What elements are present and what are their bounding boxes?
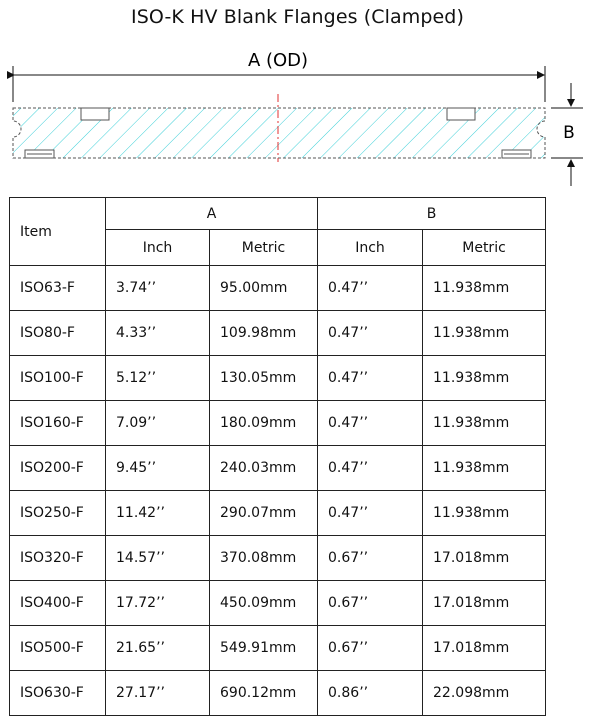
dimensions-table — [9, 197, 546, 716]
b-inch-cell: 0.47’’ — [318, 266, 423, 311]
a-metric-cell: 370.08mm — [210, 536, 318, 581]
item-cell: ISO320-F — [10, 536, 106, 581]
b-inch-cell: 0.47’’ — [318, 311, 423, 356]
a-inch-header: Inch — [106, 230, 210, 266]
a-metric-cell: 450.09mm — [210, 581, 318, 626]
item-header: Item — [10, 198, 106, 266]
b-inch-cell: 0.67’’ — [318, 581, 423, 626]
b-metric-cell: 11.938mm — [423, 491, 546, 536]
b-inch-cell: 0.47’’ — [318, 491, 423, 536]
b-metric-cell: 11.938mm — [423, 311, 546, 356]
a-metric-cell: 549.91mm — [210, 626, 318, 671]
table-body — [10, 266, 546, 716]
b-metric-cell: 11.938mm — [423, 446, 546, 491]
group-a-header: A — [106, 198, 318, 230]
b-metric-cell: 17.018mm — [423, 536, 546, 581]
table-row — [10, 311, 546, 356]
b-metric-cell: 22.098mm — [423, 671, 546, 716]
b-inch-cell: 0.67’’ — [318, 626, 423, 671]
a-inch-cell: 11.42’’ — [106, 491, 210, 536]
a-metric-cell: 95.00mm — [210, 266, 318, 311]
page-title: ISO-K HV Blank Flanges (Clamped) — [131, 6, 464, 28]
a-inch-cell: 9.45’’ — [106, 446, 210, 491]
a-inch-cell: 17.72’’ — [106, 581, 210, 626]
b-inch-cell: 0.47’’ — [318, 446, 423, 491]
b-inch-cell: 0.47’’ — [318, 356, 423, 401]
b-metric-header: Metric — [423, 230, 546, 266]
a-inch-cell: 21.65’’ — [106, 626, 210, 671]
item-cell: ISO630-F — [10, 671, 106, 716]
group-b-header: B — [318, 198, 546, 230]
b-metric-cell: 17.018mm — [423, 626, 546, 671]
dim-a-label: A (OD) — [247, 50, 309, 71]
a-inch-cell: 7.09’’ — [106, 401, 210, 446]
a-inch-cell: 3.74’’ — [106, 266, 210, 311]
b-inch-cell: 0.67’’ — [318, 536, 423, 581]
a-metric-cell: 290.07mm — [210, 491, 318, 536]
a-metric-cell: 130.05mm — [210, 356, 318, 401]
a-metric-cell: 109.98mm — [210, 311, 318, 356]
b-inch-header: Inch — [318, 230, 423, 266]
clamp-slot-top-right — [447, 108, 475, 120]
item-cell: ISO100-F — [10, 356, 106, 401]
item-cell: ISO200-F — [10, 446, 106, 491]
item-cell: ISO250-F — [10, 491, 106, 536]
item-cell: ISO160-F — [10, 401, 106, 446]
a-metric-header: Metric — [210, 230, 318, 266]
table-row — [10, 266, 546, 311]
table-row — [10, 356, 546, 401]
item-cell: ISO400-F — [10, 581, 106, 626]
a-inch-cell: 27.17’’ — [106, 671, 210, 716]
table-row — [10, 401, 546, 446]
table-row — [10, 491, 546, 536]
a-inch-cell: 4.33’’ — [106, 311, 210, 356]
item-cell: ISO500-F — [10, 626, 106, 671]
table-row — [10, 626, 546, 671]
a-metric-cell: 180.09mm — [210, 401, 318, 446]
table-row — [10, 671, 546, 716]
a-inch-cell: 5.12’’ — [106, 356, 210, 401]
table-row — [10, 536, 546, 581]
b-metric-cell: 11.938mm — [423, 401, 546, 446]
b-inch-cell: 0.86’’ — [318, 671, 423, 716]
a-metric-cell: 690.12mm — [210, 671, 318, 716]
b-metric-cell: 11.938mm — [423, 356, 546, 401]
clamp-slot-top-left — [81, 108, 109, 120]
table-row — [10, 581, 546, 626]
dim-b-label: B — [563, 123, 575, 143]
flange-cross-section-drawing — [0, 0, 595, 195]
table-row — [10, 446, 546, 491]
a-inch-cell: 14.57’’ — [106, 536, 210, 581]
b-metric-cell: 11.938mm — [423, 266, 546, 311]
item-cell: ISO63-F — [10, 266, 106, 311]
item-cell: ISO80-F — [10, 311, 106, 356]
b-metric-cell: 17.018mm — [423, 581, 546, 626]
a-metric-cell: 240.03mm — [210, 446, 318, 491]
b-inch-cell: 0.47’’ — [318, 401, 423, 446]
